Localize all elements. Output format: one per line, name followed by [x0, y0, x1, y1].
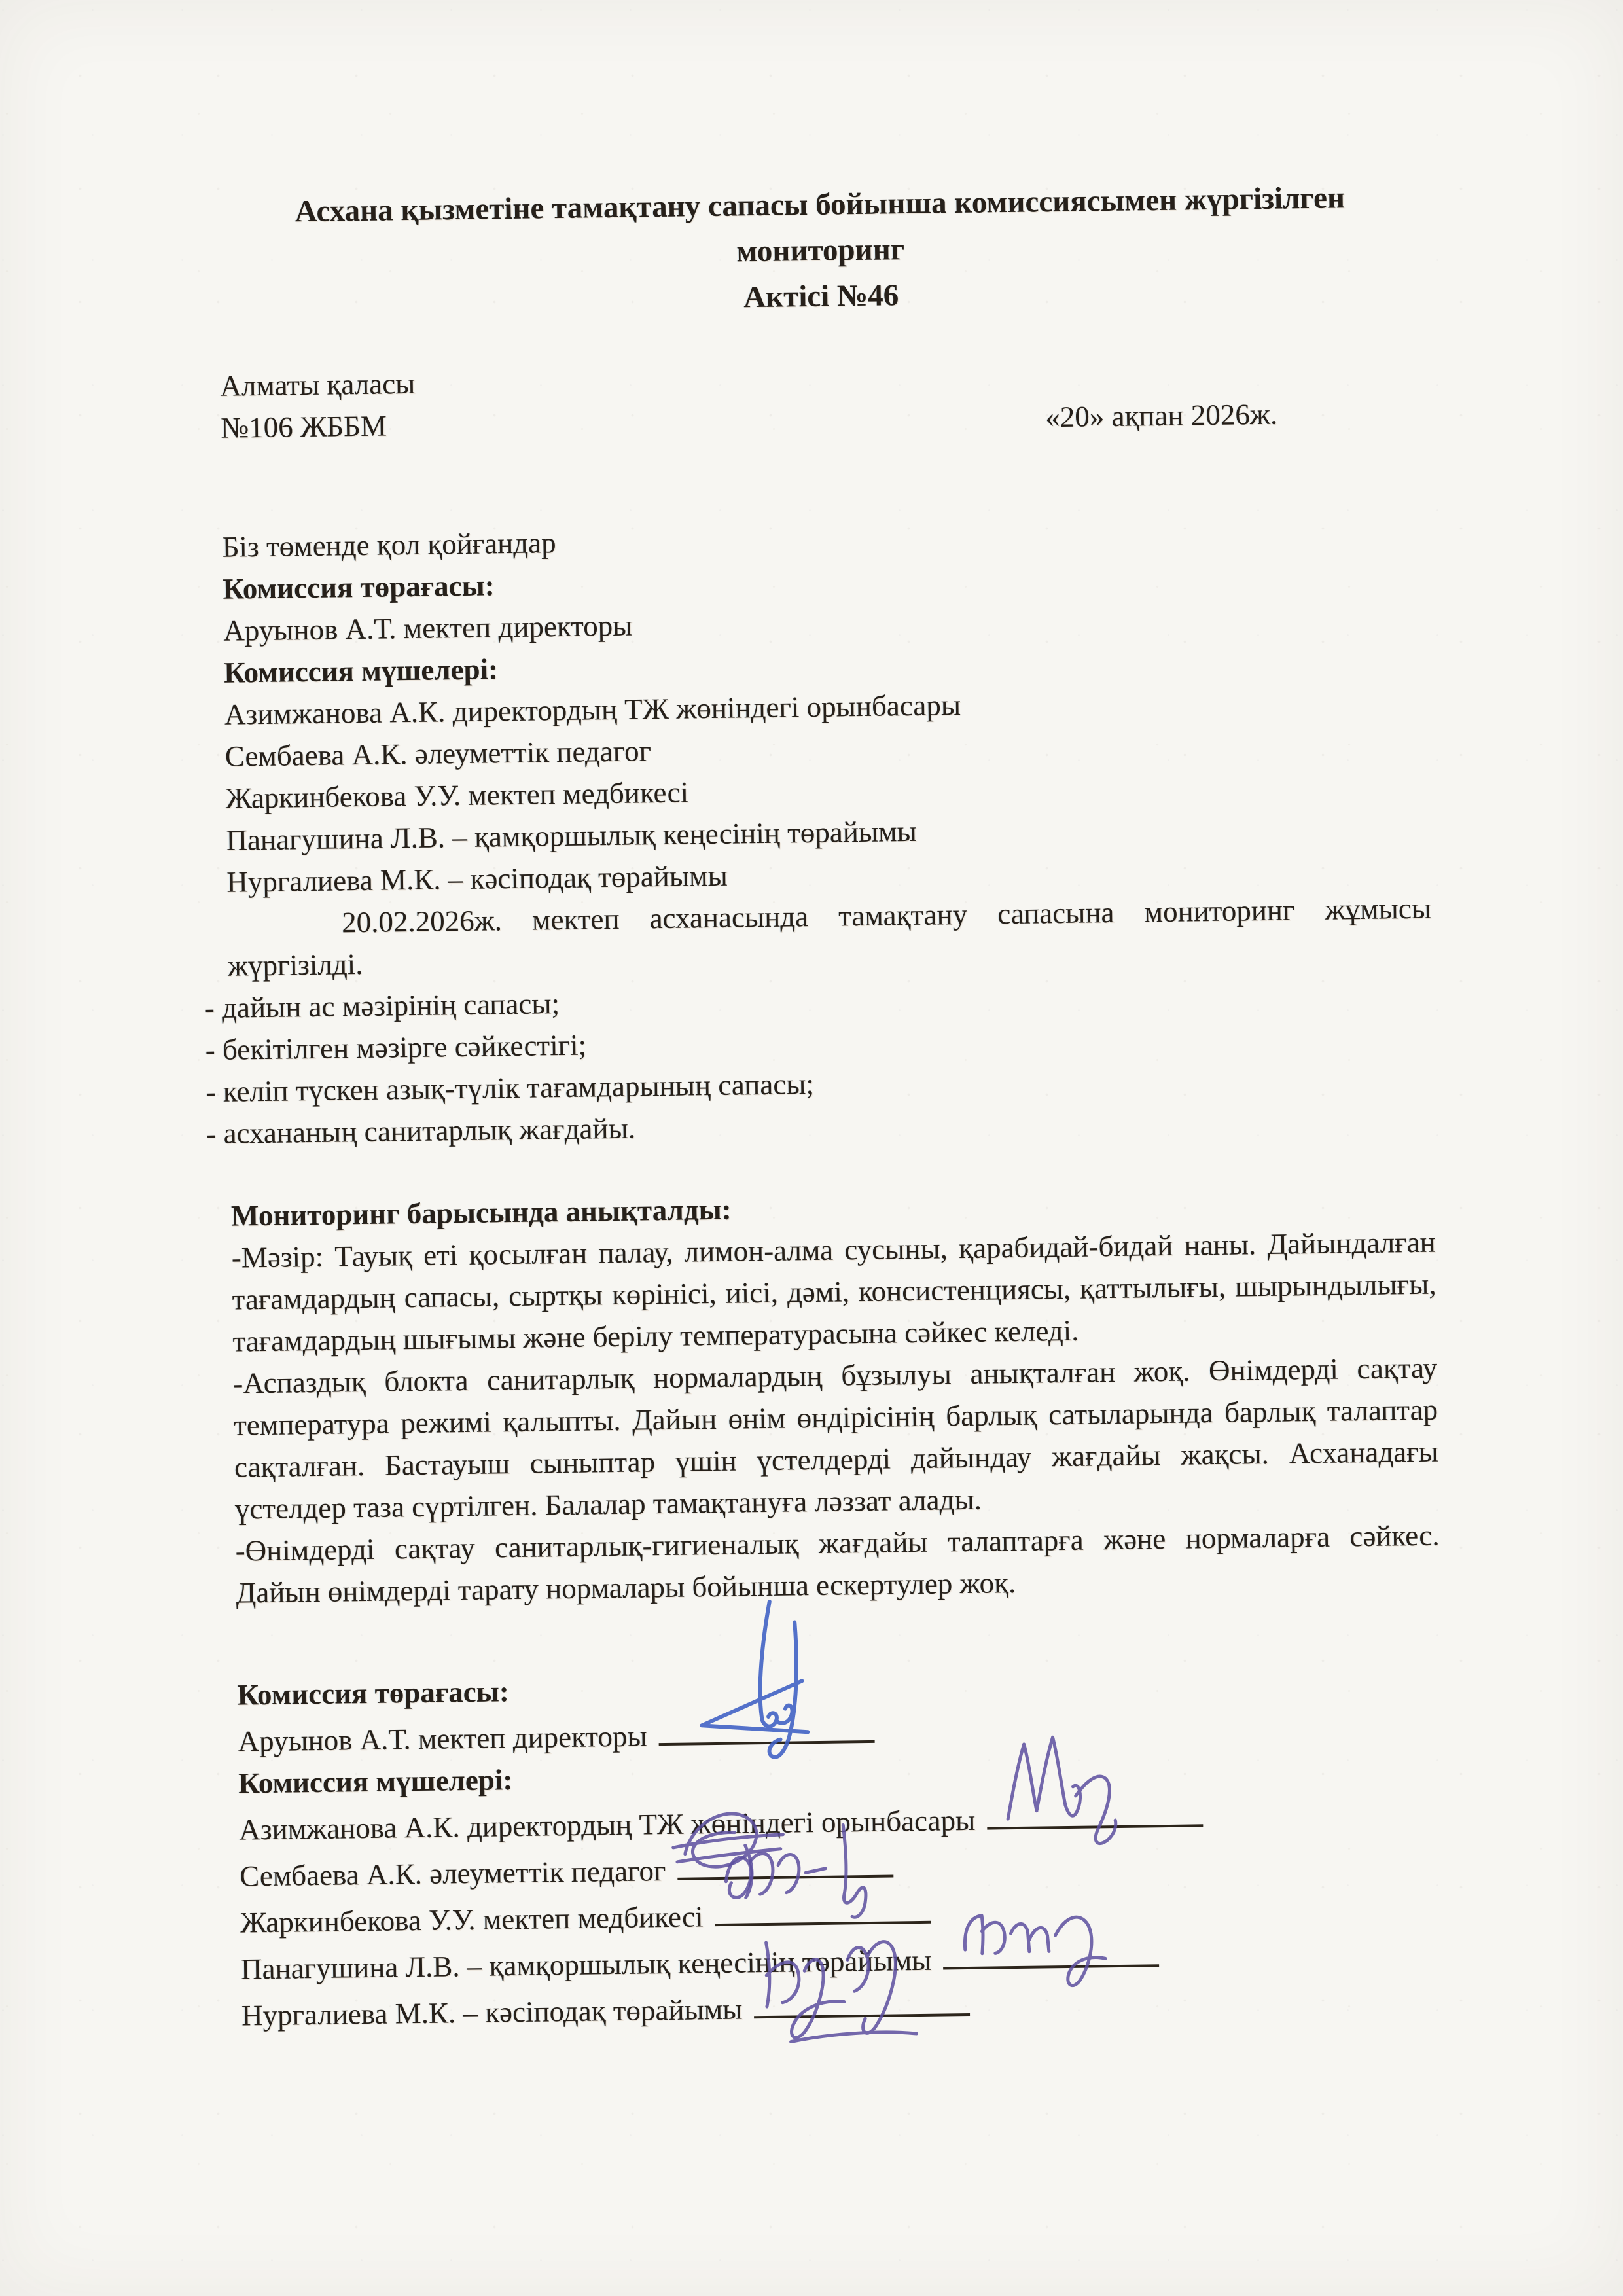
signature-line [715, 1888, 931, 1926]
member-item: Сембаева А.К. әлеуметтік педагог [224, 734, 652, 773]
title-line-1: Асхана қызметіне тамақтану сапасы бойынша комиссиясымен жүргізілген [294, 181, 1346, 229]
chairman-label: Комиссия төрағасы: [223, 569, 495, 605]
member-item: Панагушина Л.В. – қамқоршылық кеңесінің төрайымы [226, 814, 918, 857]
document-title [217, 174, 1423, 327]
members-label: Комиссия мүшелері: [223, 653, 499, 689]
header-date: «20» ақпан 2026ж. [1044, 397, 1278, 434]
signature-members-label: Комиссия мүшелері: [238, 1763, 513, 1800]
header-city: Алматы қаласы [220, 367, 416, 403]
header-block [220, 350, 1425, 449]
signature-line [943, 1931, 1160, 1969]
intro-line: Біз төменде қол қойғандар [222, 526, 556, 564]
checklist-item: - асхананың санитарлық жағдайы. [206, 1111, 636, 1151]
signature-name: Сембаева А.К. әлеуметтік педагог [239, 1854, 666, 1893]
header-school: №106 ЖББМ [220, 409, 387, 444]
checklist [204, 971, 1434, 1155]
signature-name: Панагушина Л.В. – қамқоршылық кеңесінің төрайымы [240, 1943, 932, 1986]
member-item: Жаркинбекова У.У. мектеп медбикесі [225, 776, 689, 815]
finding-paragraph: -Мәзір: Тауық еті қосылған палау, лимон-алма сусыны, қарабидай-бидай наны. Дайындалған тағамдардың сапасы, сыртқы көрінісі, иісі, дәмі, консистенциясы, қаттылығы, шырындылығы, тағамдардың шығымы және берілу температурасына сәйкес келеді. [231, 1225, 1436, 1358]
signature-line [658, 1708, 875, 1746]
member-item: Азимжанова А.К. директордың ТЖ жөніндегі орынбасары [224, 689, 961, 731]
signature-line [987, 1791, 1204, 1829]
title-line-3: Актісі №46 [743, 278, 899, 315]
signature-section [237, 1659, 1446, 2037]
signature-chairman-label: Комиссия төрағасы: [237, 1675, 510, 1712]
findings-label: Мониторинг барысында анықталды: [230, 1193, 732, 1232]
commission-block [222, 511, 1431, 903]
signature-name: Азимжанова А.К. директордың ТЖ жөніндегі орынбасары [238, 1803, 976, 1846]
signature-line [754, 1981, 971, 2018]
chairman-name: Аруынов А.Т. мектеп директоры [223, 609, 633, 647]
checklist-item: - келіп түскен азық-түлік тағамдарының сапасы; [205, 1067, 815, 1109]
signature-line [677, 1842, 894, 1880]
monitoring-paragraph: 20.02.2026ж. мектеп асханасында тамақтану сапасына мониторинг жұмысы жүргізілді. [227, 891, 1432, 982]
title-line-2: мониторинг [736, 232, 905, 269]
checklist-item: - дайын ас мәзірінің сапасы; [204, 987, 560, 1025]
member-item: Нургалиева М.К. – кәсіподақ төрайымы [226, 859, 728, 899]
checklist-item: - бекітілген мәзірге сәйкестігі; [205, 1028, 587, 1067]
signature-name: Нургалиева М.К. – кәсіподақ төрайымы [241, 1992, 743, 2032]
finding-paragraph: -Өнімдерді сақтау санитарлық-гигиеналық жағдайы талаптарға және нормаларға сәйкес. Дайын өнімдерді тарату нормалары бойынша ескертулер жоқ. [235, 1518, 1440, 1609]
finding-paragraph: -Аспаздық блокта санитарлық нормалардың бұзылуы анықталған жоқ. Өнімдерді сақтау температура режимі қалыпты. Дайын өнім өндірісінің барлық сатыларында барлық талаптар сақталған. Бастауыш сыныптар үшін үстелдерді дайындау жағдайы жақсы. Асханадағы үстелдер таза сүртілген. Балалар тамақтануға ләззат алады. [233, 1351, 1439, 1526]
signature-name: Жаркинбекова У.У. мектеп медбикесі [240, 1900, 704, 1939]
signature-name: Аруынов А.Т. мектеп директоры [238, 1719, 647, 1758]
